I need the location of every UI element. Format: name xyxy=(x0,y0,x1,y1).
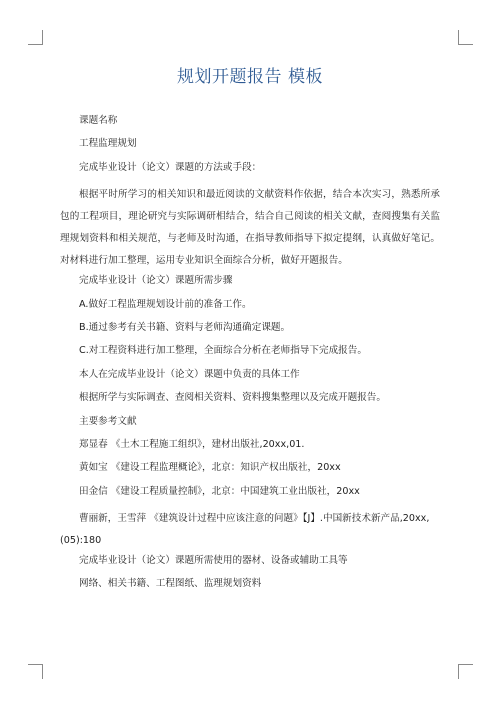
crop-mark-bottom-left xyxy=(28,664,43,679)
crop-mark-top-right xyxy=(458,30,473,45)
paragraph-work-body: 根据所学与实际调查、查阅相关资料、资料搜集整理以及完成开题报告。 xyxy=(79,392,386,404)
paragraph-tools-body: 网络、相关书籍、工程图纸、监理规划资料 xyxy=(79,578,262,590)
crop-mark-top-left xyxy=(28,30,43,45)
paragraph-step-c: C.对工程资料进行加工整理，全面综合分析在老师指导下完成报告。 xyxy=(79,345,367,357)
document-body xyxy=(60,114,440,601)
paragraph-topic-label: 课题名称 xyxy=(79,115,118,126)
paragraph-methods-body: 根据平时所学习的相关知识和最近阅读的文献资料作依据，结合本次实习，熟悉所承包的工程项目，理论研究与实际调研相结合，结合自己阅读的相关文献，查阅搜集有关监理规划资料和相关规范，与老师及时沟通，在指导教师指导下拟定提纲，认真做好笔记。对材料进行加工整理，运用专业知识全面综合分析，做好开题报告。 xyxy=(60,189,440,267)
paragraph-steps-heading: 完成毕业设计（论文）课题所需步骤 xyxy=(79,275,233,287)
paragraph-references-heading: 主要参考文献 xyxy=(79,415,137,427)
paragraph-reference-3: 田金信 《建设工程质量控制》，北京：中国建筑工业出版社，20xx xyxy=(79,485,360,497)
paragraph-work-heading: 本人在完成毕业设计（论文）课题中负责的具体工作 xyxy=(79,368,300,380)
paragraph-tools-heading: 完成毕业设计（论文）课题所需使用的器材、设备或辅助工具等 xyxy=(79,555,348,567)
paragraph-topic-name: 工程监理规划 xyxy=(79,138,137,150)
paragraph-methods-heading: 完成毕业设计（论文）课题的方法或手段： xyxy=(79,161,262,173)
document-title: 规划开题报告 模板 xyxy=(177,67,323,87)
paragraph-reference-2: 黄如宝 《建设工程监理概论》，北京：知识产权出版社，20xx xyxy=(79,462,341,474)
paragraph-reference-1: 郑显春 《土木工程施工组织》，建材出版社,20xx,01. xyxy=(79,438,305,450)
crop-mark-bottom-right xyxy=(458,664,473,679)
paragraph-reference-4: 曹丽新，王雪萍 《建筑设计过程中应该注意的问题》【J】.中国新技术新产品,20xx,(05):180 xyxy=(60,513,430,547)
paragraph-step-a: A.做好工程监理规划设计前的准备工作。 xyxy=(79,298,252,310)
paragraph-step-b: B.通过参考有关书籍、资料与老师沟通确定课题。 xyxy=(79,321,291,333)
